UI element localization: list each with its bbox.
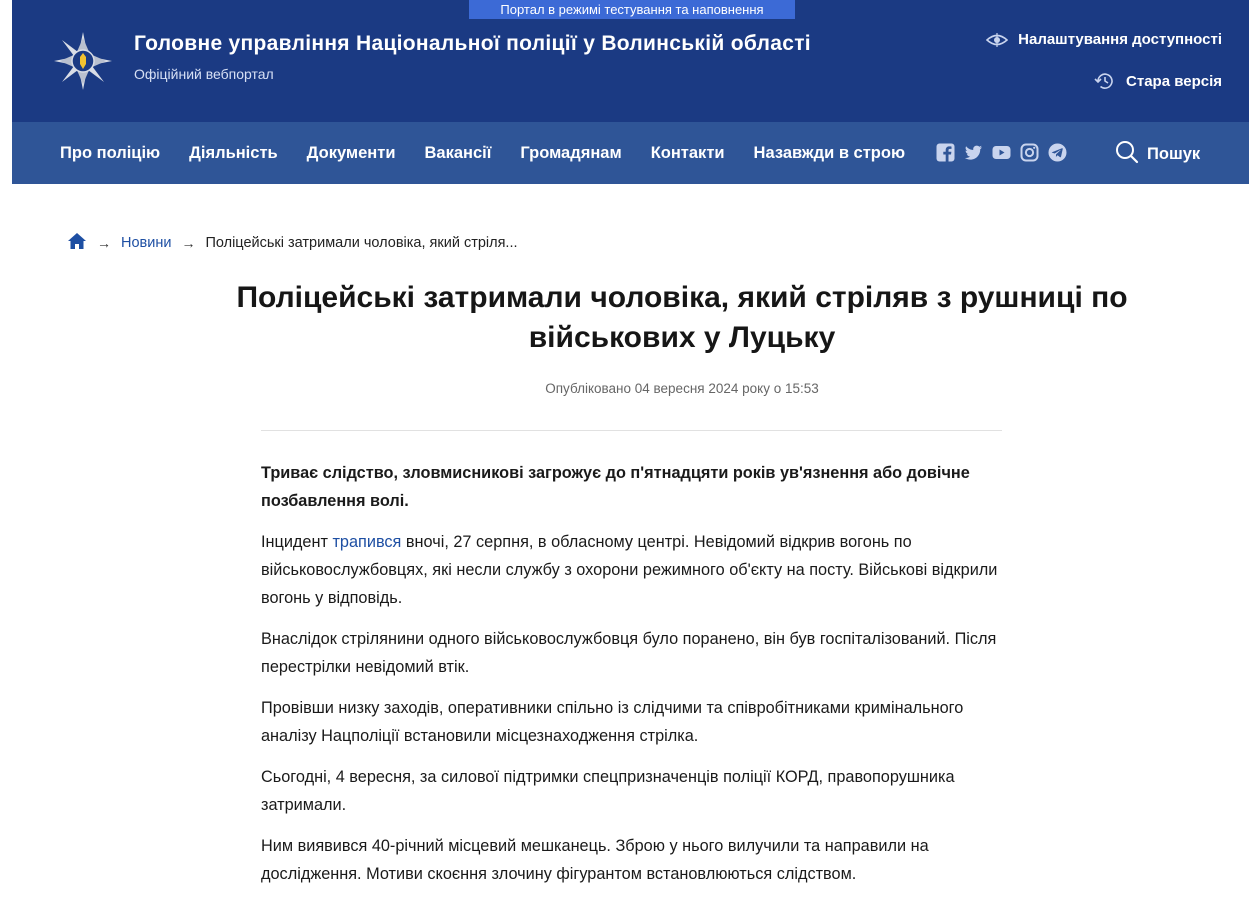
article-paragraph: Внаслідок стрілянини одного військовослужбовця було поранено, він був госпіталізований. Після перестрілки невідомий втік. bbox=[261, 630, 997, 676]
search-label: Пошук bbox=[1147, 145, 1201, 163]
accessibility-icon bbox=[986, 32, 1008, 48]
telegram-icon[interactable] bbox=[1048, 143, 1067, 162]
article-paragraph: Провівши низку заходів, оперативники спільно із слідчими та співробітниками кримінального аналізу Нацполіції встановили місцезнаходження стрілка. bbox=[261, 699, 964, 745]
article-paragraph bbox=[261, 528, 1002, 612]
breadcrumb bbox=[67, 232, 518, 254]
breadcrumb-separator: → bbox=[97, 235, 111, 251]
breadcrumb-separator: → bbox=[181, 235, 196, 251]
nav-item-vacancies[interactable]: Вакансії bbox=[424, 143, 492, 162]
youtube-icon[interactable] bbox=[992, 143, 1011, 162]
nav-item-memorial[interactable]: Назавжди в строю bbox=[753, 143, 906, 162]
site-header bbox=[12, 0, 1249, 122]
nav-item-documents[interactable]: Документи bbox=[306, 143, 396, 162]
article-lead: Триває слідство, зловмисникові загрожує до п'ятнадцяти років ув'язнення або довічне позбавлення волі. bbox=[261, 464, 970, 510]
instagram-icon[interactable] bbox=[1020, 143, 1039, 162]
accessibility-label: Налаштування доступності bbox=[1018, 31, 1222, 48]
history-icon bbox=[1094, 71, 1116, 91]
article-published-date: Опубліковано 04 вересня 2024 року о 15:53 bbox=[545, 381, 819, 396]
nav-item-about[interactable]: Про поліцію bbox=[60, 143, 161, 162]
nav-menu bbox=[60, 122, 905, 184]
paragraph-text: Інцидент bbox=[261, 533, 333, 551]
left-edge bbox=[0, 0, 12, 907]
main-navigation bbox=[12, 122, 1249, 184]
article-paragraph: Сьогодні, 4 вересня, за силової підтримки спецпризначенців поліції КОРД, правопорушника затримали. bbox=[261, 768, 955, 814]
search-button[interactable] bbox=[1115, 140, 1200, 169]
site-subtitle: Офіційний вебпортал bbox=[134, 66, 274, 82]
article-body bbox=[261, 459, 1002, 901]
home-icon[interactable] bbox=[67, 232, 87, 254]
article-title: Поліцейські затримали чоловіка, який стріляв з рушниці по військових у Луцьку bbox=[236, 281, 1128, 354]
article-paragraph: Ним виявився 40-річний місцевий мешканець. Зброю у нього вилучили та направили на дослідження. Мотиви скоєння злочину фігурантом встановлюються слідством. bbox=[261, 837, 929, 883]
accessibility-settings-link[interactable] bbox=[986, 31, 1222, 48]
divider bbox=[261, 430, 1002, 431]
old-version-label: Стара версія bbox=[1126, 72, 1222, 90]
nav-item-citizens[interactable]: Громадянам bbox=[520, 143, 622, 162]
search-icon bbox=[1115, 140, 1139, 169]
page bbox=[12, 0, 1249, 907]
breadcrumb-news-link[interactable]: Новини bbox=[121, 235, 172, 251]
site-title[interactable]: Головне управління Національної поліції у Волинській області bbox=[134, 32, 811, 55]
nav-item-activity[interactable]: Діяльність bbox=[189, 143, 278, 162]
social-links bbox=[936, 143, 1067, 162]
police-logo-icon[interactable] bbox=[52, 30, 114, 92]
old-version-link[interactable] bbox=[1094, 71, 1222, 91]
incident-link[interactable]: трапився bbox=[332, 533, 402, 551]
paragraph-text: вночі, 27 серпня, в обласному центрі. Невідомий відкрив вогонь по військовослужбовцях, які несли службу з охорони режимного об'єкту на посту. Військові відкрили вогонь у відповідь. bbox=[261, 533, 998, 607]
breadcrumb-current: Поліцейські затримали чоловіка, який стріля... bbox=[205, 235, 518, 251]
twitter-icon[interactable] bbox=[964, 143, 983, 162]
nav-item-contacts[interactable]: Контакти bbox=[650, 143, 725, 162]
facebook-icon[interactable] bbox=[936, 143, 955, 162]
test-mode-banner: Портал в режимі тестування та наповнення bbox=[469, 0, 795, 19]
